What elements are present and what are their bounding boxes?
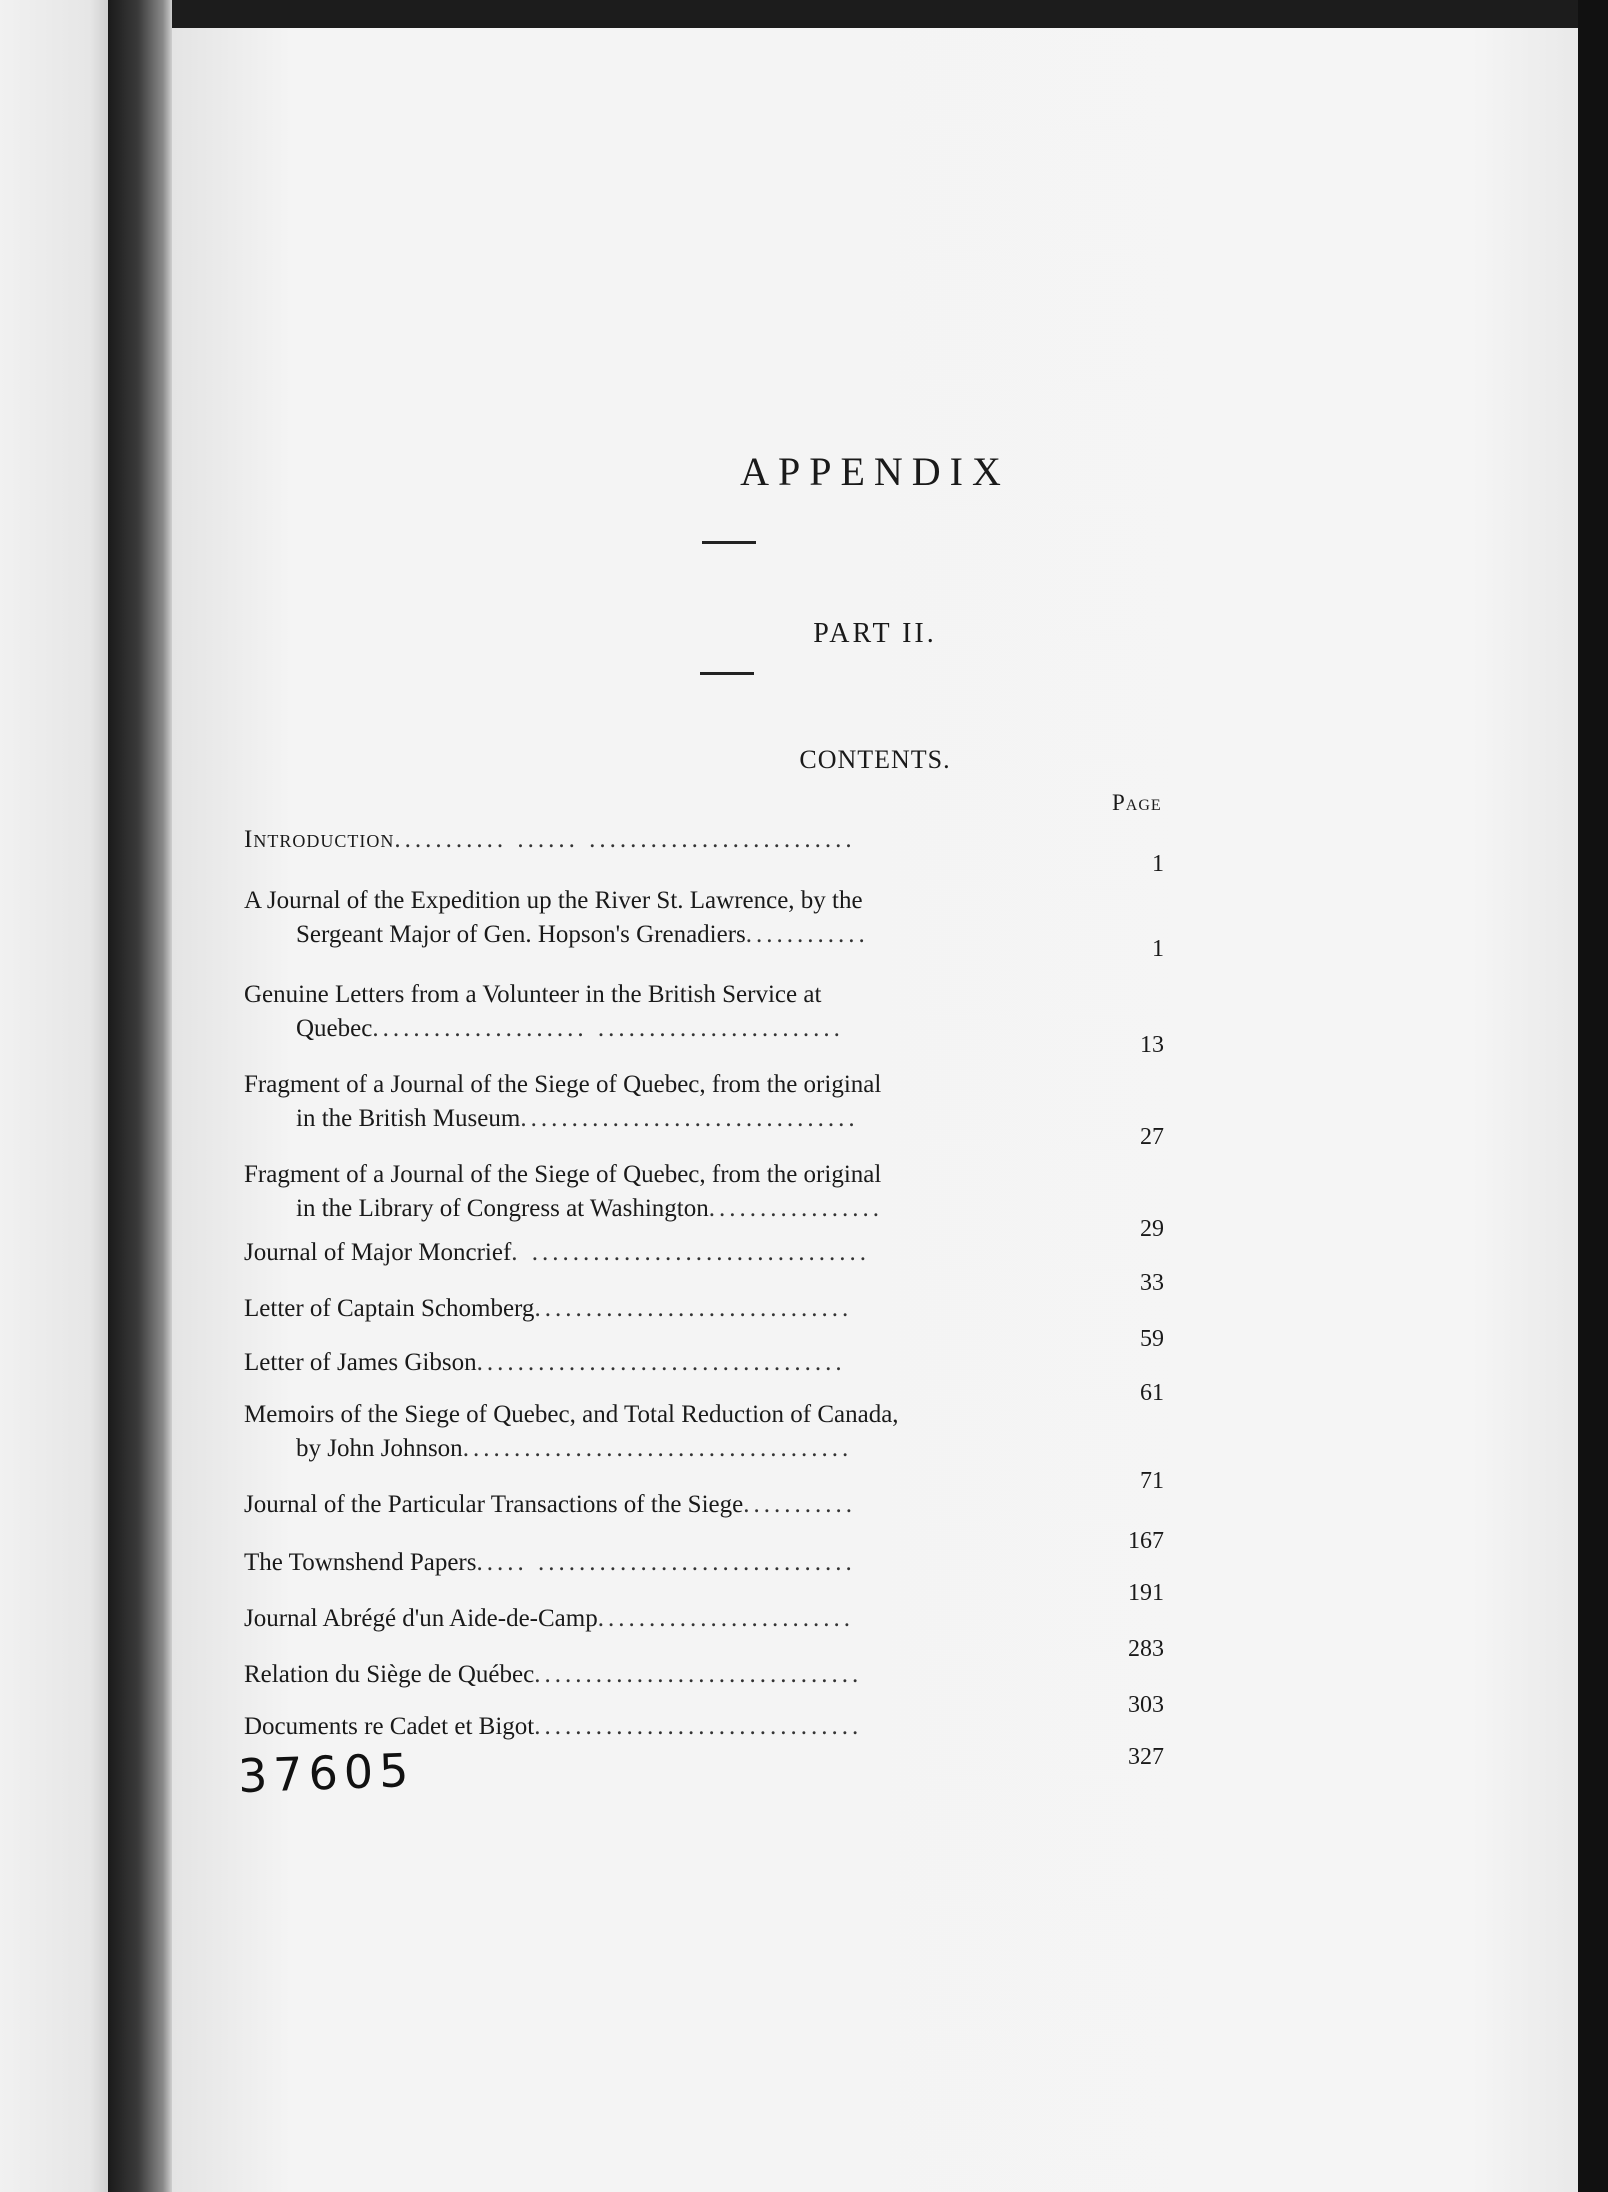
toc-page-number: 27	[1140, 1124, 1164, 1150]
book-page	[172, 28, 1578, 2192]
part-heading: PART II.	[813, 618, 937, 649]
toc-entry-title-cont: in the British Museum	[296, 1105, 521, 1132]
toc-entry	[244, 1398, 1164, 1494]
leader-dots: ........... ...... ..........................	[394, 826, 856, 853]
toc-entry	[244, 1158, 1164, 1242]
leader-dots: ................................	[534, 1713, 863, 1740]
leader-dots: ............	[745, 921, 869, 948]
leader-dots: ....................................	[476, 1349, 846, 1376]
leader-dots: ................................	[534, 1661, 863, 1688]
leader-dots: .................................	[520, 1105, 859, 1132]
left-page-edge	[0, 0, 108, 2192]
toc-page-number: 191	[1128, 1580, 1164, 1606]
leader-dots: .........................	[597, 1605, 854, 1632]
toc-entry-title: Journal of Major Moncrief	[244, 1239, 512, 1266]
toc-entry-title: Letter of Captain Schomberg	[244, 1295, 535, 1322]
toc-entry-title: Journal of the Particular Transactions of the Siege	[244, 1491, 744, 1518]
scan-border	[1578, 0, 1608, 2192]
toc-entry-title: A Journal of the Expedition up the River St. Lawrence, by the	[244, 887, 863, 914]
leader-dots: . .................................	[511, 1239, 871, 1266]
toc-page-number: 1	[1152, 851, 1164, 877]
toc-entry-title-cont: Quebec	[296, 1015, 373, 1042]
toc-page-number: 59	[1140, 1326, 1164, 1352]
toc-page-number: 303	[1128, 1692, 1164, 1718]
toc-entry	[244, 1346, 1164, 1406]
toc-page-number: 13	[1140, 1032, 1164, 1058]
toc-page-number: 71	[1140, 1468, 1164, 1494]
toc-entry	[244, 1236, 1164, 1296]
toc-entry-title: The Townshend Papers	[244, 1549, 477, 1576]
leader-dots: ...............................	[534, 1295, 853, 1322]
toc-entry-title: Fragment of a Journal of the Siege of Quebec, from the original	[244, 1071, 882, 1098]
book-gutter	[108, 0, 172, 2192]
toc-entry	[244, 1658, 1164, 1718]
toc-entry	[244, 1488, 1164, 1554]
appendix-title: APPENDIX	[740, 449, 1010, 494]
toc-page-number: 61	[1140, 1380, 1164, 1406]
toc-entry-title: Memoirs of the Siege of Quebec, and Total Reduction of Canada,	[244, 1401, 899, 1428]
page-column-label: Page	[1112, 790, 1162, 815]
toc-entry-title: Documents re Cadet et Bigot	[244, 1713, 535, 1740]
toc-entry-title-cont: by John Johnson	[296, 1435, 463, 1462]
toc-entry	[244, 1546, 1164, 1606]
leader-dots: .................	[708, 1195, 883, 1222]
handwritten-accession-number: 37605	[237, 1742, 416, 1804]
contents-heading: CONTENTS.	[799, 745, 951, 774]
toc-entry	[244, 884, 1164, 962]
toc-entry	[244, 978, 1164, 1058]
toc-entry-title: Relation du Siège de Québec	[244, 1661, 535, 1688]
toc-entry	[244, 823, 1164, 877]
toc-entry-title-cont: in the Library of Congress at Washington	[296, 1195, 709, 1222]
table-of-contents	[172, 28, 1578, 2192]
toc-entry-title-cont: Sergeant Major of Gen. Hopson's Grenadiers	[296, 921, 746, 948]
toc-entry	[244, 1602, 1164, 1662]
toc-page-number: 33	[1140, 1270, 1164, 1296]
toc-page-number: 1	[1152, 936, 1164, 962]
toc-page-number: 327	[1128, 1744, 1164, 1770]
toc-entry-title: Fragment of a Journal of the Siege of Quebec, from the original	[244, 1161, 882, 1188]
toc-page-number: 29	[1140, 1216, 1164, 1242]
toc-entry-title: Introduction	[244, 826, 395, 853]
toc-entry	[244, 1710, 1164, 1770]
leader-dots: ......................................	[462, 1435, 853, 1462]
leader-dots: ..... ...............................	[476, 1549, 856, 1576]
toc-entry-title: Letter of James Gibson	[244, 1349, 477, 1376]
toc-entry-title: Genuine Letters from a Volunteer in the British Service at	[244, 981, 822, 1008]
toc-entry	[244, 1068, 1164, 1150]
toc-entry	[244, 1292, 1164, 1352]
toc-entry-title: Journal Abrégé d'un Aide-de-Camp	[244, 1605, 598, 1632]
leader-dots: ..................... ........................	[372, 1015, 844, 1042]
toc-page-number: 167	[1128, 1528, 1164, 1554]
leader-dots: ...........	[743, 1491, 856, 1518]
toc-page-number: 283	[1128, 1636, 1164, 1662]
